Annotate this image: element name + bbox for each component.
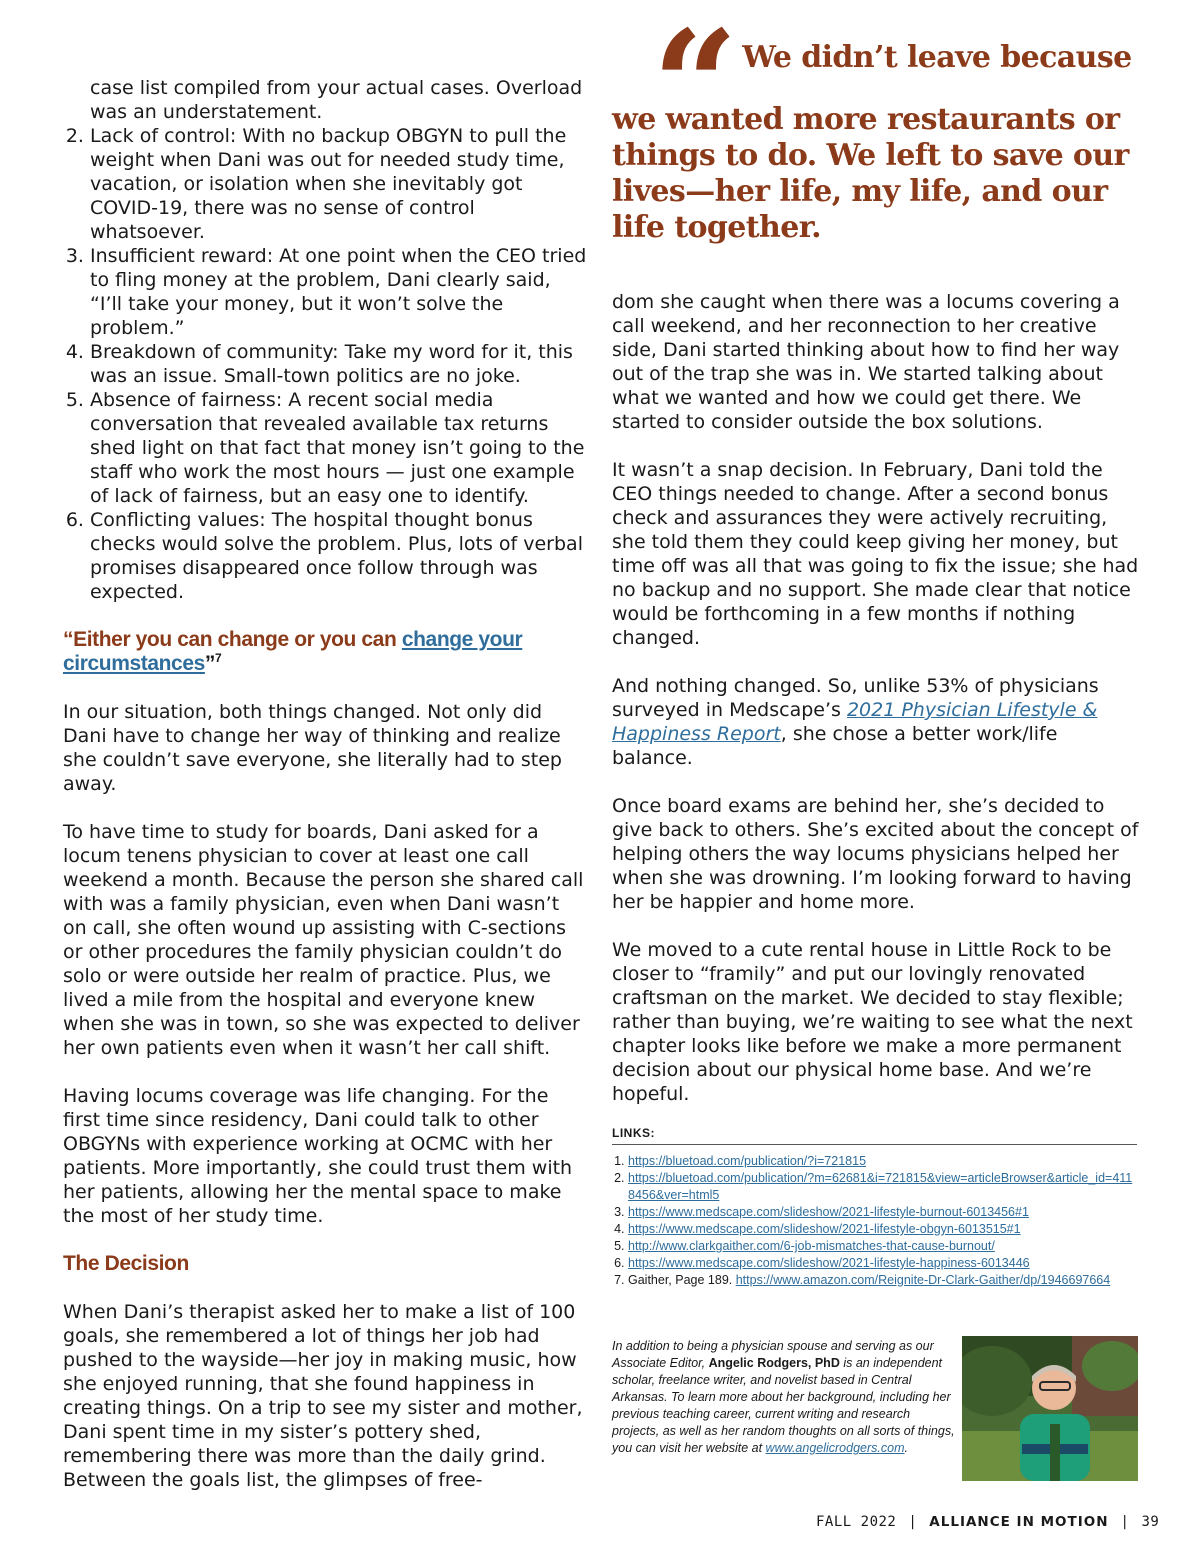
link-item <box>628 1255 1137 1272</box>
link-prefix: Gaither, Page 189. <box>628 1273 736 1287</box>
page-footer <box>816 1514 1159 1530</box>
left-column <box>63 76 588 1516</box>
link-item <box>628 1204 1137 1221</box>
footer-separator: | <box>908 1514 918 1530</box>
change-circumstances-link[interactable]: change your circumstances <box>63 628 523 675</box>
reference-link[interactable]: https://www.medscape.com/slideshow/2021-lifestyle-obgyn-6013515#1 <box>628 1222 1021 1236</box>
bio-text: . <box>904 1441 908 1455</box>
section-subhead <box>63 628 588 676</box>
paragraph: We moved to a cute rental house in Little Rock to be closer to “framily” and put our lovingly renovated craftsman on the market. We decided to stay flexible; rather than buying, we’re waiting to see what the next chapter looks like before we make a more permanent decision about our physical home base. And we’re hopeful. <box>612 939 1133 1105</box>
links-list <box>612 1153 1137 1289</box>
footer-separator: | <box>1120 1514 1130 1530</box>
paragraph: To have time to study for boards, Dani asked for a locum tenens physician to cover at least one call weekend a month. Because the person she shared call with was a family physician, even when Dani wasn’t on call, she often wound up assisting with C-sections or other procedures the family physician couldn’t do solo or were outside her realm of practice. Plus, we lived a mile from the hospital and everyone knew when she was in town, so she was expected to deliver her own patients even when it wasn’t her call shift. <box>63 821 584 1059</box>
author-bio <box>612 1338 957 1457</box>
link-item <box>628 1238 1137 1255</box>
paragraph: dom she caught when there was a locums covering a call weekend, and her reconnection to her creative side, Dani started thinking about how to find her way out of the trap she was in. We started talking about what we wanted and how we could get there. We started to consider outside the box solutions. <box>612 291 1120 433</box>
issue-label: FALL 2022 <box>816 1514 897 1530</box>
magazine-name: ALLIANCE IN MOTION <box>929 1514 1109 1530</box>
reference-link[interactable]: https://www.amazon.com/Reignite-Dr-Clark-Gaither/dp/1946697664 <box>735 1273 1111 1287</box>
paragraph-text: And nothing changed. So, unlike 53% of physicians surveyed in Medscape’s <box>612 675 1099 721</box>
pull-quote-text: We didn’t leave because we wanted more restaurants or things to do. We left to save our lives—her life, my life, and our life together. <box>612 40 1132 245</box>
paragraph: It wasn’t a snap decision. In February, Dani told the CEO things needed to change. After a second bonus check and assurances they were actively recruiting, she told them they could keep giving her money, but time off was all that was going to fix the issue; she had no backup and no support. She made clear that notice would be forthcoming in a few months if nothing changed. <box>612 459 1139 649</box>
reference-link[interactable]: https://bluetoad.com/publication/?i=721815 <box>628 1154 867 1168</box>
pull-quote <box>612 0 1152 246</box>
link-item <box>628 1221 1137 1238</box>
list-continuation: case list compiled from your actual cases. Overload was an understatement. <box>90 77 583 123</box>
page-number: 39 <box>1141 1514 1160 1530</box>
list-item: 4. Breakdown of community: Take my word for it, this was an issue. Small-town politics are no joke. <box>90 340 588 388</box>
links-heading: LINKS: <box>612 1126 1137 1145</box>
author-photo-illustration <box>962 1336 1138 1481</box>
section-heading-decision: The Decision <box>63 1252 189 1275</box>
author-name: Angelic Rodgers, PhD <box>708 1356 840 1370</box>
bio-text: is an independent scholar, freelance writer, and novelist based in Central Arkansas. To learn more about her background, including her previous teaching career, current writing and research projects, as well as her random thoughts on all sorts of things, you can visit her website at <box>612 1356 955 1455</box>
bio-text: In addition to being a physician spouse and serving as our Associate Editor, <box>612 1339 934 1370</box>
burnout-factors-list <box>63 124 588 604</box>
right-column <box>612 290 1142 1130</box>
quote-mark-icon: “ <box>652 0 725 174</box>
list-item: 2. Lack of control: With no backup OBGYN to pull the weight when Dani was out for needed study time, vacation, or isolation when she inevitably got COVID-19, there was no sense of control whatsoever. <box>90 124 588 244</box>
reference-link[interactable]: http://www.clarkgaither.com/6-job-mismatches-that-cause-burnout/ <box>628 1239 995 1253</box>
list-item: 5. Absence of fairness: A recent social media conversation that revealed available tax returns shed light on that fact that money isn’t going to the staff who work the most hours — just one example of lack of fairness, but an easy one to identify. <box>90 388 588 508</box>
list-item: 3. Insufficient reward: At one point when the CEO tried to fling money at the problem, Dani clearly said, “I’ll take your money, but it won’t solve the problem.” <box>90 244 588 340</box>
paragraph: Once board exams are behind her, she’s decided to give back to others. She’s excited about the concept of helping others the way locums physicians helped her when she was drowning. I’m looking forward to having her be happier and home more. <box>612 795 1139 913</box>
link-item <box>628 1153 1137 1170</box>
author-photo <box>962 1336 1138 1481</box>
reference-link[interactable]: https://bluetoad.com/publication/?m=62681&i=721815&view=articleBrowser&article_id=4118456&ver=html5 <box>628 1171 1133 1202</box>
footnote-ref: 7 <box>215 651 222 665</box>
author-website-link[interactable]: www.angelicrodgers.com <box>765 1441 905 1455</box>
paragraph: In our situation, both things changed. Not only did Dani have to change her way of thinking and realize she couldn’t save everyone, she literally had to step away. <box>63 701 562 795</box>
paragraph <box>612 674 1142 770</box>
medscape-report-link[interactable]: 2021 Physician Lifestyle & Happiness Report <box>612 699 1098 745</box>
list-item: 6. Conflicting values: The hospital thought bonus checks would solve the problem. Plus, lots of verbal promises disappeared once follow through was expected. <box>90 508 588 604</box>
subhead-quote-close: ” <box>204 652 215 675</box>
link-item <box>628 1272 1137 1289</box>
reference-link[interactable]: https://www.medscape.com/slideshow/2021-lifestyle-burnout-6013456#1 <box>628 1205 1029 1219</box>
subhead-text: “Either you can change or you can <box>63 628 402 651</box>
reference-link[interactable]: https://www.medscape.com/slideshow/2021-lifestyle-happiness-6013446 <box>628 1256 1030 1270</box>
paragraph: When Dani’s therapist asked her to make a list of 100 goals, she remembered a lot of things her job had pushed to the wayside—her joy in making music, how she enjoyed running, that she found happiness in creating things. On a trip to see my sister and mother, Dani spent time in my sister’s pottery shed, remembering there was more than the daily grind. Between the goals list, the glimpses of free- <box>63 1301 583 1491</box>
paragraph-text: , she chose a better work/life balance. <box>612 723 1058 769</box>
links-section <box>612 1126 1137 1289</box>
link-item <box>628 1170 1137 1204</box>
paragraph: Having locums coverage was life changing. For the first time since residency, Dani could talk to other OBGYNs with experience working at OCMC with her patients. More importantly, she could trust them with her patients, allowing her the mental space to make the most of her study time. <box>63 1085 573 1227</box>
